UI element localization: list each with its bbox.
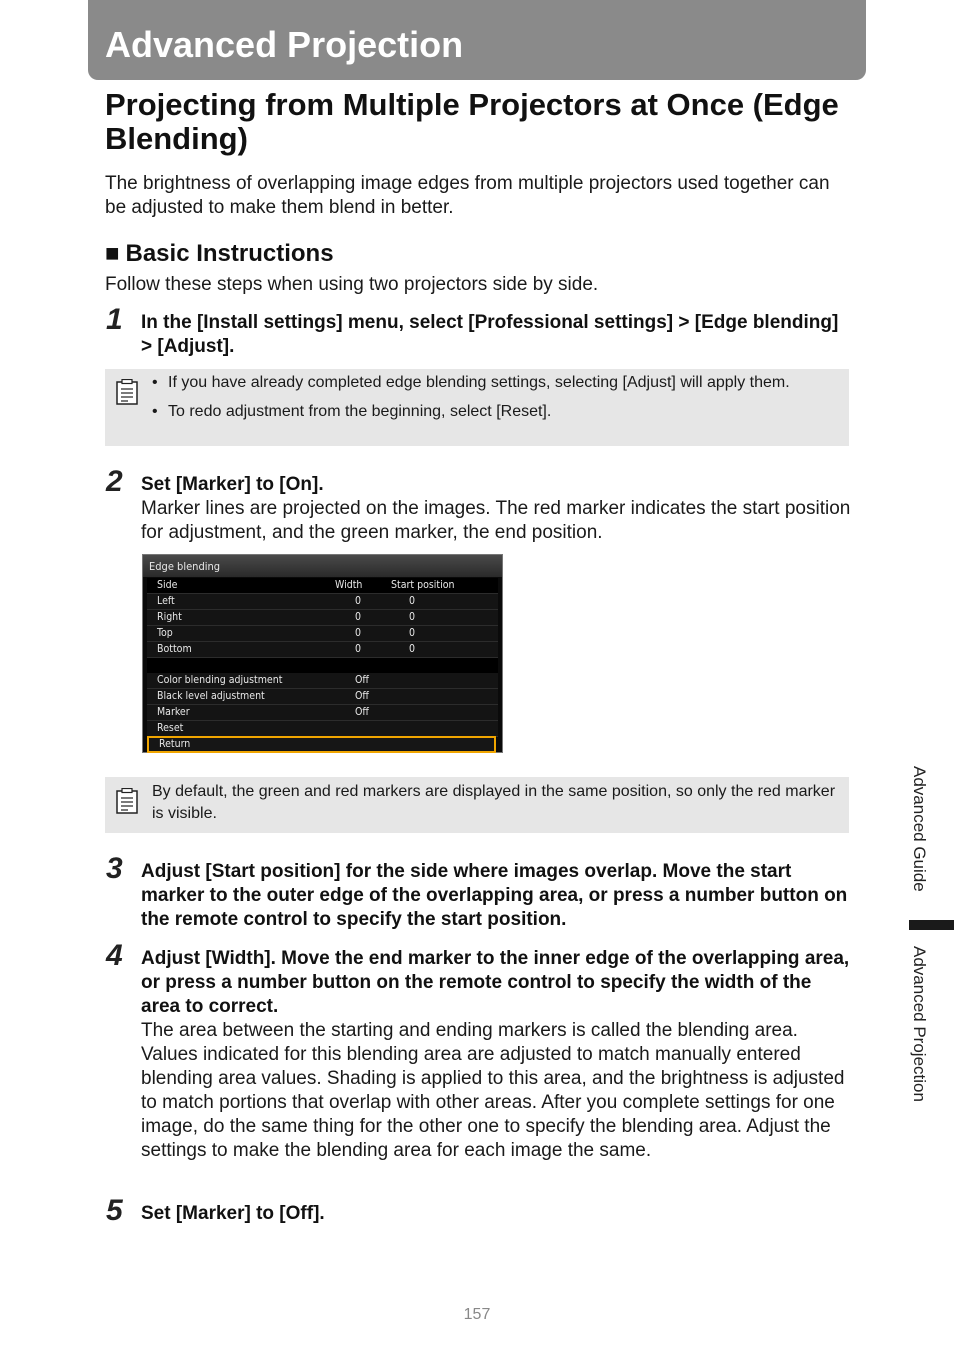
page-title: Projecting from Multiple Projectors at Once (Edge Blending): [105, 87, 839, 156]
osd-setting-label: Color blending adjustment: [157, 674, 283, 686]
osd-row-label: Top: [157, 627, 173, 639]
memo-icon: [116, 788, 138, 814]
osd-col-start: Start position: [391, 579, 455, 591]
osd-row-return-selected: [147, 736, 496, 753]
note-box-1: [105, 369, 849, 446]
step-2-body: Marker lines are projected on the images. The red marker indicates the start position for adjustment, and the green marker, the end position.: [141, 498, 851, 543]
side-tab-marker: [909, 920, 954, 930]
osd-title: Edge blending: [143, 555, 502, 577]
osd-row-start: 0: [409, 595, 416, 607]
osd-setting-value: Off: [355, 674, 369, 686]
osd-row-start: 0: [409, 643, 416, 655]
section-heading: [105, 239, 334, 269]
osd-row-label: Left: [157, 595, 175, 607]
intro-paragraph: The brightness of overlapping image edges from multiple projectors used together can be adjusted to make them blend in better.: [105, 173, 830, 218]
osd-row-left: [147, 594, 498, 610]
osd-row-label: Right: [157, 611, 182, 623]
step-number-3: 3: [106, 852, 123, 885]
osd-row-reset: [147, 721, 498, 737]
step-3-text: Adjust [Start position] for the side where images overlap. Move the start marker to the outer edge of the overlapping area, or press a number button on the remote control to specify the start position.: [141, 861, 848, 930]
section-heading-text: Basic Instructions: [125, 240, 334, 267]
osd-row-start: 0: [409, 627, 416, 639]
side-tab-chapter: Advanced Projection: [910, 946, 929, 1102]
page-number: 157: [463, 1306, 491, 1323]
step-number-4: 4: [106, 939, 123, 972]
osd-row-width: 0: [355, 611, 362, 623]
section-intro: Follow these steps when using two projectors side by side.: [105, 274, 599, 295]
step-number-1: 1: [106, 303, 123, 336]
note-2-text: By default, the green and red markers are displayed in the same position, so only the red marker is visible.: [152, 783, 836, 822]
osd-header-row: [147, 578, 498, 594]
osd-row-bottom: [147, 642, 498, 658]
osd-row-start: 0: [409, 611, 416, 623]
osd-row-top: [147, 626, 498, 642]
step-number-5: 5: [106, 1194, 123, 1227]
osd-row-label: Bottom: [157, 643, 192, 655]
osd-reset-label: Reset: [157, 722, 184, 734]
memo-icon: [116, 379, 138, 405]
osd-setting-value: Off: [355, 690, 369, 702]
osd-setting-label: Black level adjustment: [157, 690, 265, 702]
osd-return-label: Return: [159, 738, 191, 750]
step-2-text: Set [Marker] to [On].: [141, 474, 324, 495]
osd-spacer: [147, 658, 498, 673]
osd-row-black-level: [147, 689, 498, 705]
step-5-text: Set [Marker] to [Off].: [141, 1203, 325, 1224]
osd-col-side: Side: [157, 579, 178, 591]
chapter-header-bar: [88, 0, 866, 80]
note-item: • To redo adjustment from the beginning, select [Reset].: [152, 401, 832, 423]
note-item: • If you have already completed edge blending settings, selecting [Adjust] will apply them.: [152, 372, 832, 394]
side-tab-guide: Advanced Guide: [910, 766, 929, 892]
osd-setting-value: Off: [355, 706, 369, 718]
note-list-1: [152, 372, 832, 430]
step-number-2: 2: [106, 465, 123, 498]
chapter-title: Advanced Projection: [105, 24, 464, 65]
edge-blending-menu-screenshot: [142, 554, 503, 753]
osd-row-right: [147, 610, 498, 626]
osd-row-width: 0: [355, 643, 362, 655]
osd-row-width: 0: [355, 595, 362, 607]
step-4-text: Adjust [Width]. Move the end marker to the inner edge of the overlapping area, or press a number button on the remote control to specify the width of the area to correct.: [141, 948, 850, 1017]
osd-setting-label: Marker: [157, 706, 190, 718]
osd-row-marker: [147, 705, 498, 721]
step-1-text: In the [Install settings] menu, select [Professional settings] > [Edge blending] > [Adjust].: [141, 312, 839, 357]
osd-row-width: 0: [355, 627, 362, 639]
square-bullet-icon: ■: [105, 240, 120, 267]
note-box-2: [105, 777, 849, 833]
osd-col-width: Width: [335, 579, 363, 591]
step-4-body: The area between the starting and ending markers is called the blending area. Values indicated for this blending area are adjusted to match manually entered blending area values. Shading is applied to this area, and the brightness is adjusted to match portions that overlap with other areas. After you complete settings for one image, do the same thing for the other one to specify the blending area. Adjust the settings to make the blending area for each image the same.: [141, 1020, 845, 1161]
osd-row-color-blending: [147, 673, 498, 689]
